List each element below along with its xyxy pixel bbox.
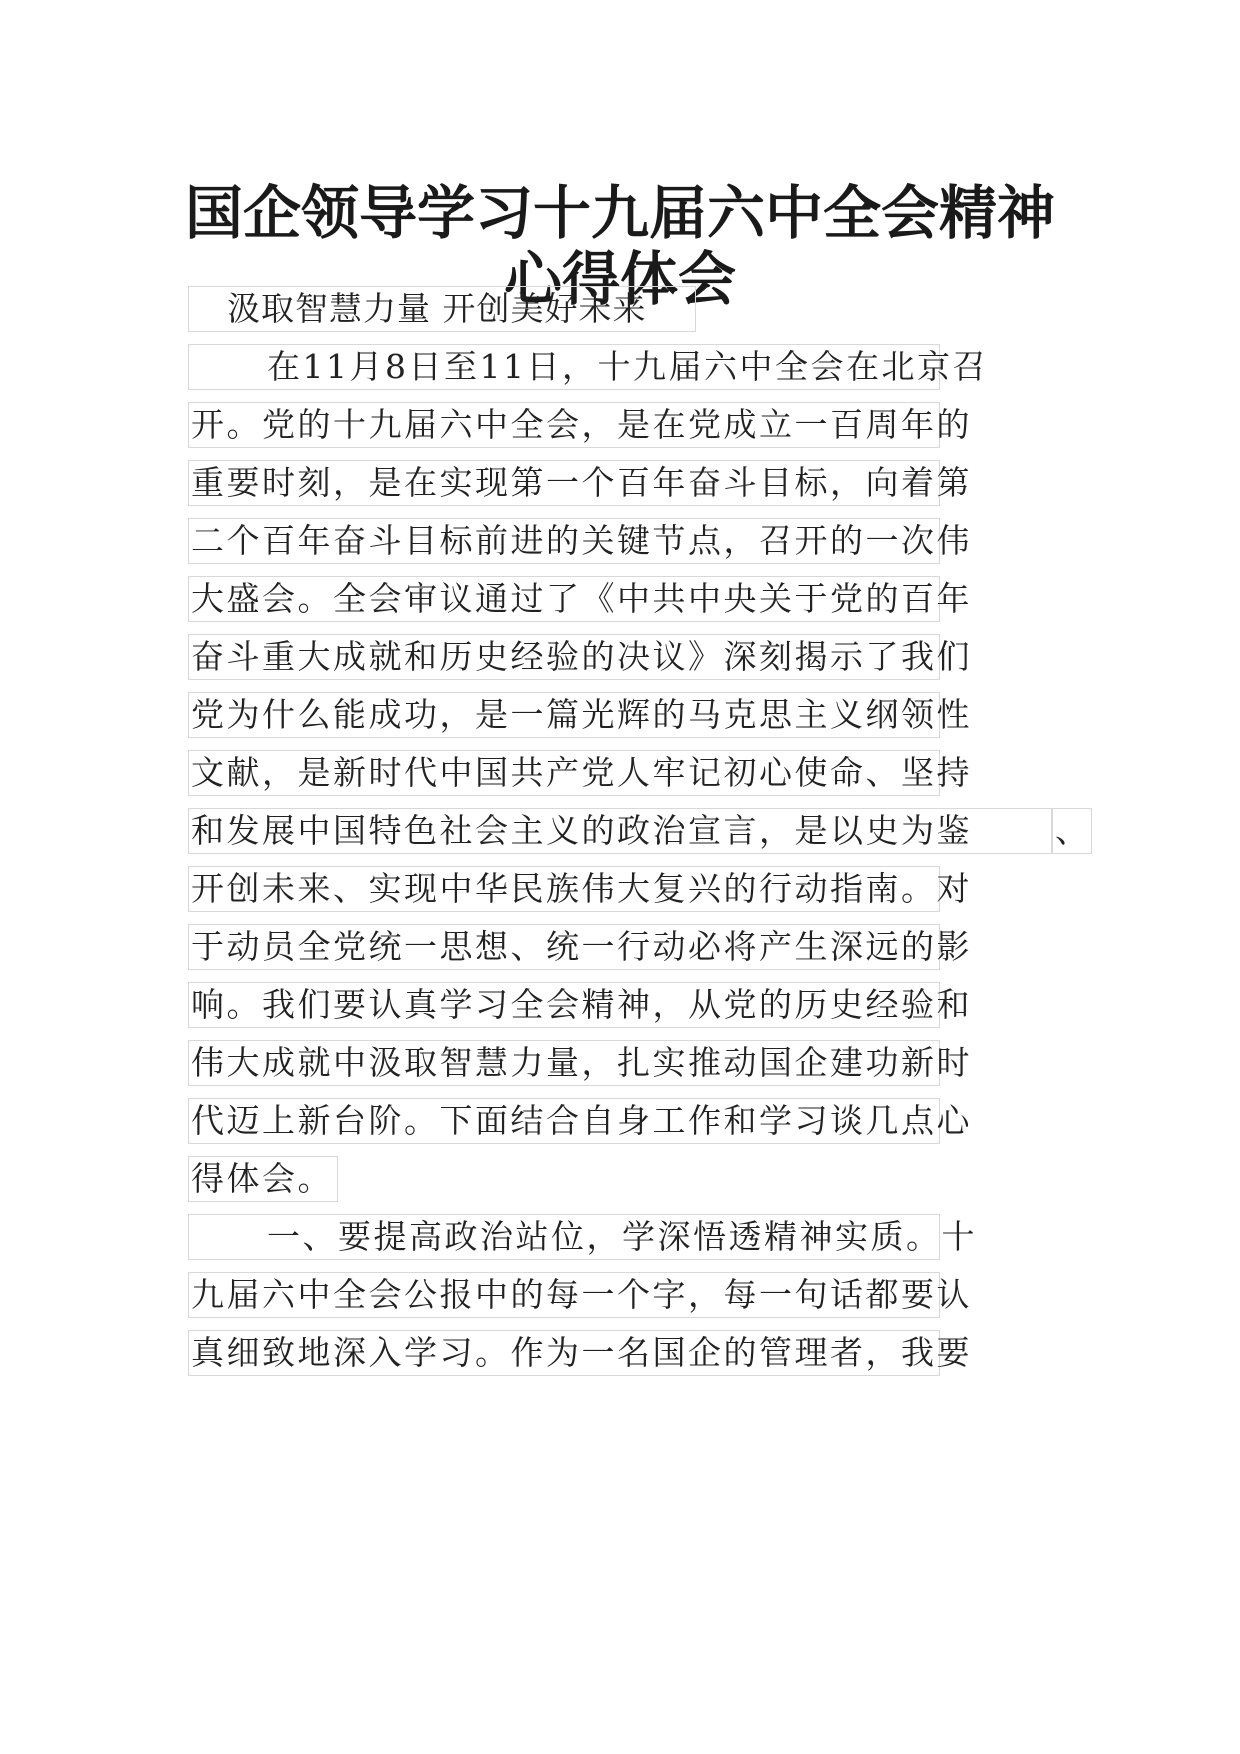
paragraph-1-line-5: 大盛会。全会审议通过了《中共中央关于党的百年 xyxy=(188,576,940,622)
paragraph-1-line-15: 得体会。 xyxy=(188,1156,338,1202)
subtitle: 汲取智慧力量 开创美好未来 xyxy=(188,286,696,332)
paragraph-1-line-14: 代迈上新台阶。下面结合自身工作和学习谈几点心 xyxy=(188,1098,940,1144)
paragraph-1-line-2: 开。党的十九届六中全会，是在党成立一百周年的 xyxy=(188,402,940,448)
page-title-line-1: 国企领导学习十九届六中全会精神 xyxy=(184,179,1055,247)
paragraph-2-line-2: 九届六中全会公报中的每一个字，每一句话都要认 xyxy=(188,1272,940,1318)
paragraph-1-line-9: 和发展中国特色社会主义的政治宣言，是以史为鉴 xyxy=(188,808,1052,854)
paragraph-1-line-1: 在11月8日至11日，十九届六中全会在北京召 xyxy=(188,344,940,390)
paragraph-1-line-12: 响。我们要认真学习全会精神，从党的历史经验和 xyxy=(188,982,940,1028)
paragraph-1-line-4: 二个百年奋斗目标前进的关键节点，召开的一次伟 xyxy=(188,518,940,564)
paragraph-2-line-1: 一、要提高政治站位，学深悟透精神实质。十 xyxy=(188,1214,940,1260)
paragraph-1-line-8: 文献，是新时代中国共产党人牢记初心使命、坚持 xyxy=(188,750,940,796)
paragraph-1-line-6: 奋斗重大成就和历史经验的决议》深刻揭示了我们 xyxy=(188,634,940,680)
page-title-line-2: 心得体会 xyxy=(503,245,736,313)
paragraph-1-line-7: 党为什么能成功，是一篇光辉的马克思主义纲领性 xyxy=(188,692,940,738)
paragraph-1-line-3: 重要时刻，是在实现第一个百年奋斗目标，向着第 xyxy=(188,460,940,506)
paragraph-1-line-9-tail: 、 xyxy=(1052,808,1092,854)
paragraph-2-line-3: 真细致地深入学习。作为一名国企的管理者，我要 xyxy=(188,1330,940,1376)
paragraph-1-line-11: 于动员全党统一思想、统一行动必将产生深远的影 xyxy=(188,924,940,970)
paragraph-1-line-10: 开创未来、实现中华民族伟大复兴的行动指南。对 xyxy=(188,866,940,912)
paragraph-1-line-13: 伟大成就中汲取智慧力量，扎实推动国企建功新时 xyxy=(188,1040,940,1086)
